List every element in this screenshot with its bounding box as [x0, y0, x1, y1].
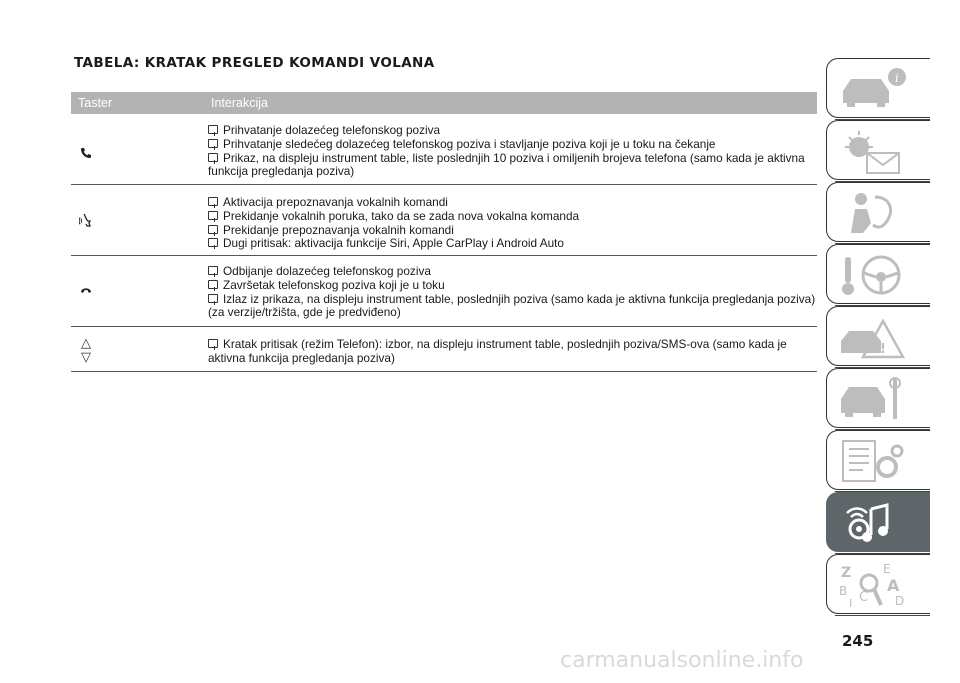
voice-command-icon — [71, 212, 101, 228]
list-item: Prihvatanje dolazećeg telefonskog poziva — [208, 124, 817, 138]
svg-text:Z: Z — [841, 565, 852, 581]
down-arrow-icon: ▽ — [81, 349, 91, 364]
list-item: Prikaz, na displeju instrument table, liste poslednjih 10 poziva i omiljenih brojeva telefona (samo kada je aktivna funkcija pregledanja poziva) — [208, 150, 805, 179]
svg-text:D: D — [895, 594, 905, 608]
list-item: Prihvatanje sledećeg dolazećeg telefonskog poziva i stavljanje poziva koji je u toku na čekanje — [208, 138, 817, 152]
table-row — [71, 327, 817, 372]
table-header — [71, 92, 817, 114]
technical-data-icon[interactable] — [826, 430, 930, 490]
index-icon[interactable] — [826, 554, 930, 614]
list-item: Prekidanje vokalnih poruka, tako da se zada nova vokalna komanda — [208, 210, 817, 224]
svg-text:i: i — [895, 71, 899, 85]
list-item: Kratak pritisak (režim Telefon): izbor, na displeju instrument table, poslednjih poziva/SMS-ova (samo kada je aktivna funkcija pregledanja poziva) — [208, 337, 787, 365]
table-row — [71, 114, 817, 185]
safety-airbag-icon[interactable] — [826, 182, 930, 242]
multimedia-icon[interactable] — [826, 492, 930, 552]
header-interakcija: Interakcija — [211, 96, 268, 110]
svg-text:C: C — [859, 590, 869, 605]
list-item: Odbijanje dolazećeg telefonskog poziva — [208, 265, 817, 279]
svg-text:I: I — [849, 597, 853, 609]
list-item: Prekidanje prepoznavanja vokalnih komandi — [208, 224, 817, 238]
up-arrow-icon: △ — [81, 335, 91, 350]
phone-answer-icon — [71, 147, 101, 159]
maintenance-icon[interactable] — [826, 368, 930, 428]
watermark: carmanualsonline.info — [560, 648, 804, 673]
up-down-arrows-icon — [71, 336, 101, 364]
starting-driving-icon[interactable] — [826, 244, 930, 304]
svg-text:!: ! — [880, 342, 886, 357]
list-item: Dugi pritisak: aktivacija funkcije Siri, Apple CarPlay i Android Auto — [208, 237, 817, 251]
header-taster: Taster — [78, 96, 113, 110]
steering-controls-table — [71, 92, 817, 372]
car-info-icon[interactable] — [826, 58, 930, 118]
svg-text:B: B — [839, 584, 848, 598]
list-item: Završetak telefonskog poziva koji je u toku — [208, 279, 817, 293]
emergency-icon[interactable] — [826, 306, 930, 366]
page-number: 245 — [842, 632, 874, 650]
list-item: Aktivacija prepoznavanja vokalnih komandi — [208, 196, 817, 210]
warning-lights-icon[interactable] — [826, 120, 930, 180]
svg-text:A: A — [887, 576, 900, 595]
table-row — [71, 185, 817, 256]
phone-hangup-icon — [71, 286, 101, 294]
page-title: TABELA: KRATAK PREGLED KOMANDI VOLANA — [74, 55, 435, 71]
svg-text:E: E — [883, 562, 891, 576]
table-row — [71, 256, 817, 327]
list-item: Izlaz iz prikaza, na displeju instrument table, poslednjih poziva (samo kada je aktivna funkcija pregledanja poziva) (za verzije/tržišta, gde je predviđeno) — [208, 291, 816, 320]
